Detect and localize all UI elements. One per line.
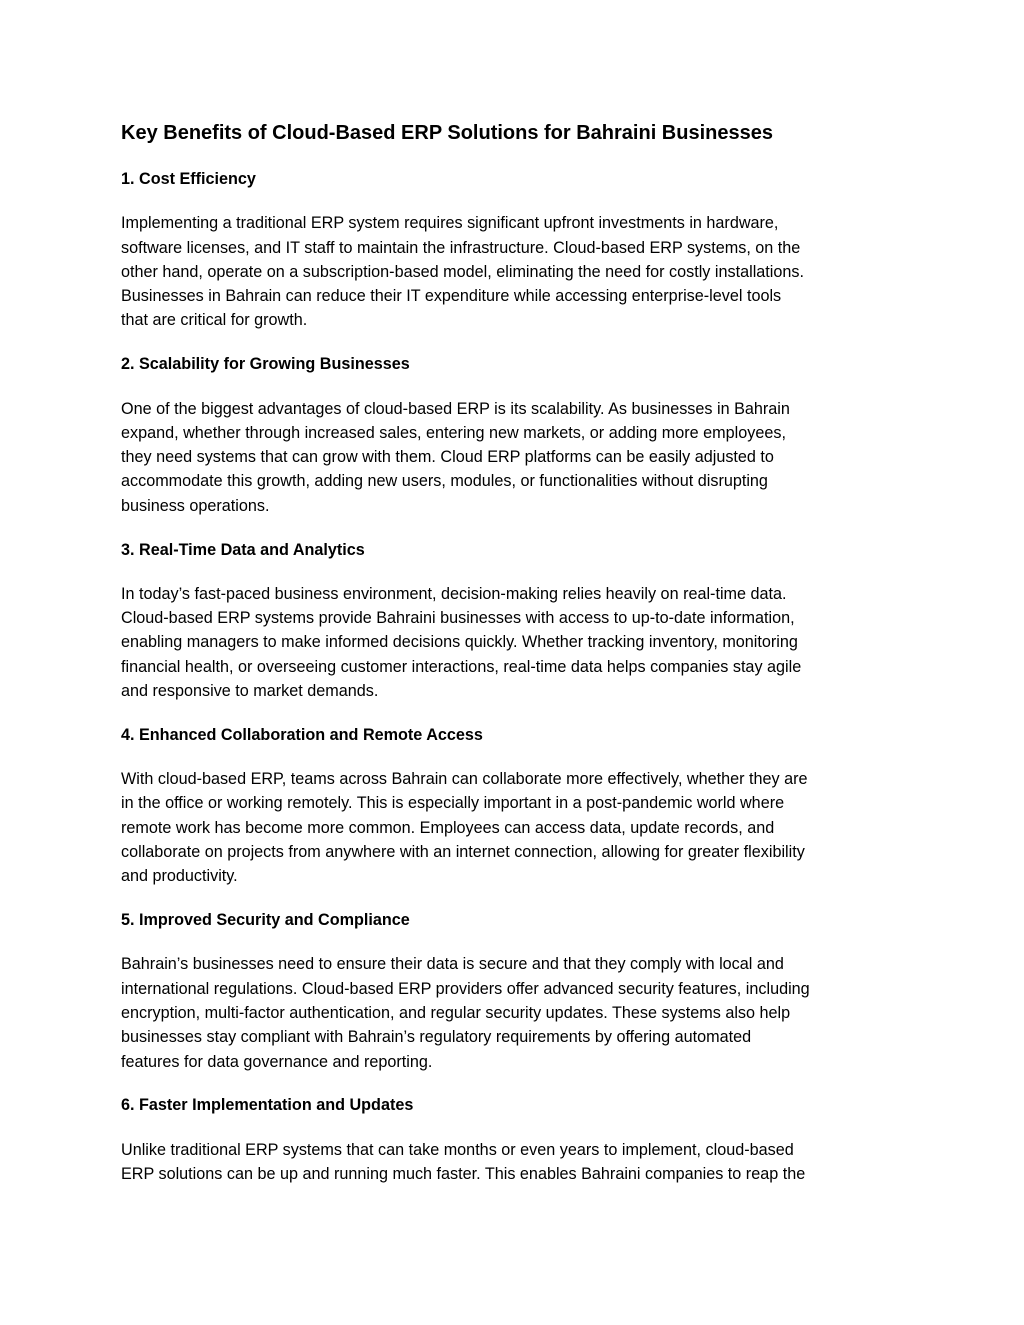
- paragraph-line: businesses stay compliant with Bahrain’s regulatory requirements by offering automated: [121, 1028, 752, 1047]
- paragraph-line: financial health, or overseeing customer interactions, real-time data helps companies stay agile: [121, 657, 802, 676]
- paragraph-line: Implementing a traditional ERP system requires significant upfront investments in hardware,: [121, 214, 779, 233]
- section-paragraph: [121, 211, 911, 332]
- paragraph-line: features for data governance and reporting.: [121, 1052, 433, 1071]
- paragraph-line: that are critical for growth.: [121, 311, 308, 330]
- section-faster-implementation: [121, 1093, 911, 1186]
- section-heading: 5. Improved Security and Compliance: [121, 911, 410, 930]
- paragraph-line: Unlike traditional ERP systems that can take months or even years to implement, cloud-based: [121, 1140, 794, 1159]
- paragraph-line: Bahrain’s businesses need to ensure their data is secure and that they comply with local and: [121, 955, 784, 974]
- section-paragraph: [121, 1138, 911, 1187]
- paragraph-line: and responsive to market demands.: [121, 682, 379, 701]
- paragraph-line: in the office or working remotely. This is especially important in a post-pandemic world where: [121, 794, 785, 813]
- paragraph-line: One of the biggest advantages of cloud-based ERP is its scalability. As businesses in Bahrain: [121, 399, 790, 418]
- section-heading: 6. Faster Implementation and Updates: [121, 1096, 414, 1115]
- paragraph-line: business operations.: [121, 496, 270, 515]
- section-paragraph: [121, 582, 911, 703]
- paragraph-line: remote work has become more common. Employees can access data, update records, and: [121, 818, 775, 837]
- paragraph-line: enabling managers to make informed decisions quickly. Whether tracking inventory, monitoring: [121, 633, 798, 652]
- paragraph-line: collaborate on projects from anywhere with an internet connection, allowing for greater flexibility: [121, 843, 805, 862]
- paragraph-line: With cloud-based ERP, teams across Bahrain can collaborate more effectively, whether they are: [121, 770, 808, 789]
- paragraph-line: Businesses in Bahrain can reduce their IT expenditure while accessing enterprise-level tools: [121, 287, 782, 306]
- section-heading: 3. Real-Time Data and Analytics: [121, 540, 365, 559]
- section-real-time-data: [121, 538, 911, 723]
- section-heading: 2. Scalability for Growing Businesses: [121, 355, 410, 374]
- section-collaboration: [121, 723, 911, 908]
- paragraph-line: ERP solutions can be up and running much faster. This enables Bahraini companies to reap the: [121, 1165, 806, 1183]
- paragraph-line: and productivity.: [121, 867, 238, 886]
- section-security: [121, 908, 911, 1093]
- paragraph-line: In today’s fast-paced business environment, decision-making relies heavily on real-time data.: [121, 584, 787, 603]
- document-page: [121, 119, 911, 1186]
- paragraph-line: international regulations. Cloud-based ERP providers offer advanced security features, including: [121, 979, 810, 998]
- paragraph-line: encryption, multi-factor authentication, and regular security updates. These systems also help: [121, 1004, 791, 1023]
- paragraph-line: other hand, operate on a subscription-based model, eliminating the need for costly installations.: [121, 262, 804, 281]
- page-title: Key Benefits of Cloud-Based ERP Solutions for Bahraini Businesses: [121, 122, 773, 144]
- section-paragraph: [121, 397, 911, 518]
- paragraph-line: expand, whether through increased sales, entering new markets, or adding more employees,: [121, 423, 786, 442]
- section-heading: 1. Cost Efficiency: [121, 170, 256, 188]
- paragraph-line: they need systems that can grow with them. Cloud ERP platforms can be easily adjusted to: [121, 448, 774, 467]
- paragraph-line: Cloud-based ERP systems provide Bahraini businesses with access to up-to-date information,: [121, 609, 795, 628]
- section-paragraph: [121, 952, 911, 1073]
- paragraph-line: accommodate this growth, adding new users, modules, or functionalities without disrupting: [121, 472, 768, 491]
- section-scalability: [121, 352, 911, 537]
- section-cost-efficiency: [121, 167, 911, 352]
- paragraph-line: software licenses, and IT staff to maintain the infrastructure. Cloud-based ERP systems, on the: [121, 238, 801, 257]
- section-paragraph: [121, 767, 911, 888]
- section-heading: 4. Enhanced Collaboration and Remote Access: [121, 725, 483, 744]
